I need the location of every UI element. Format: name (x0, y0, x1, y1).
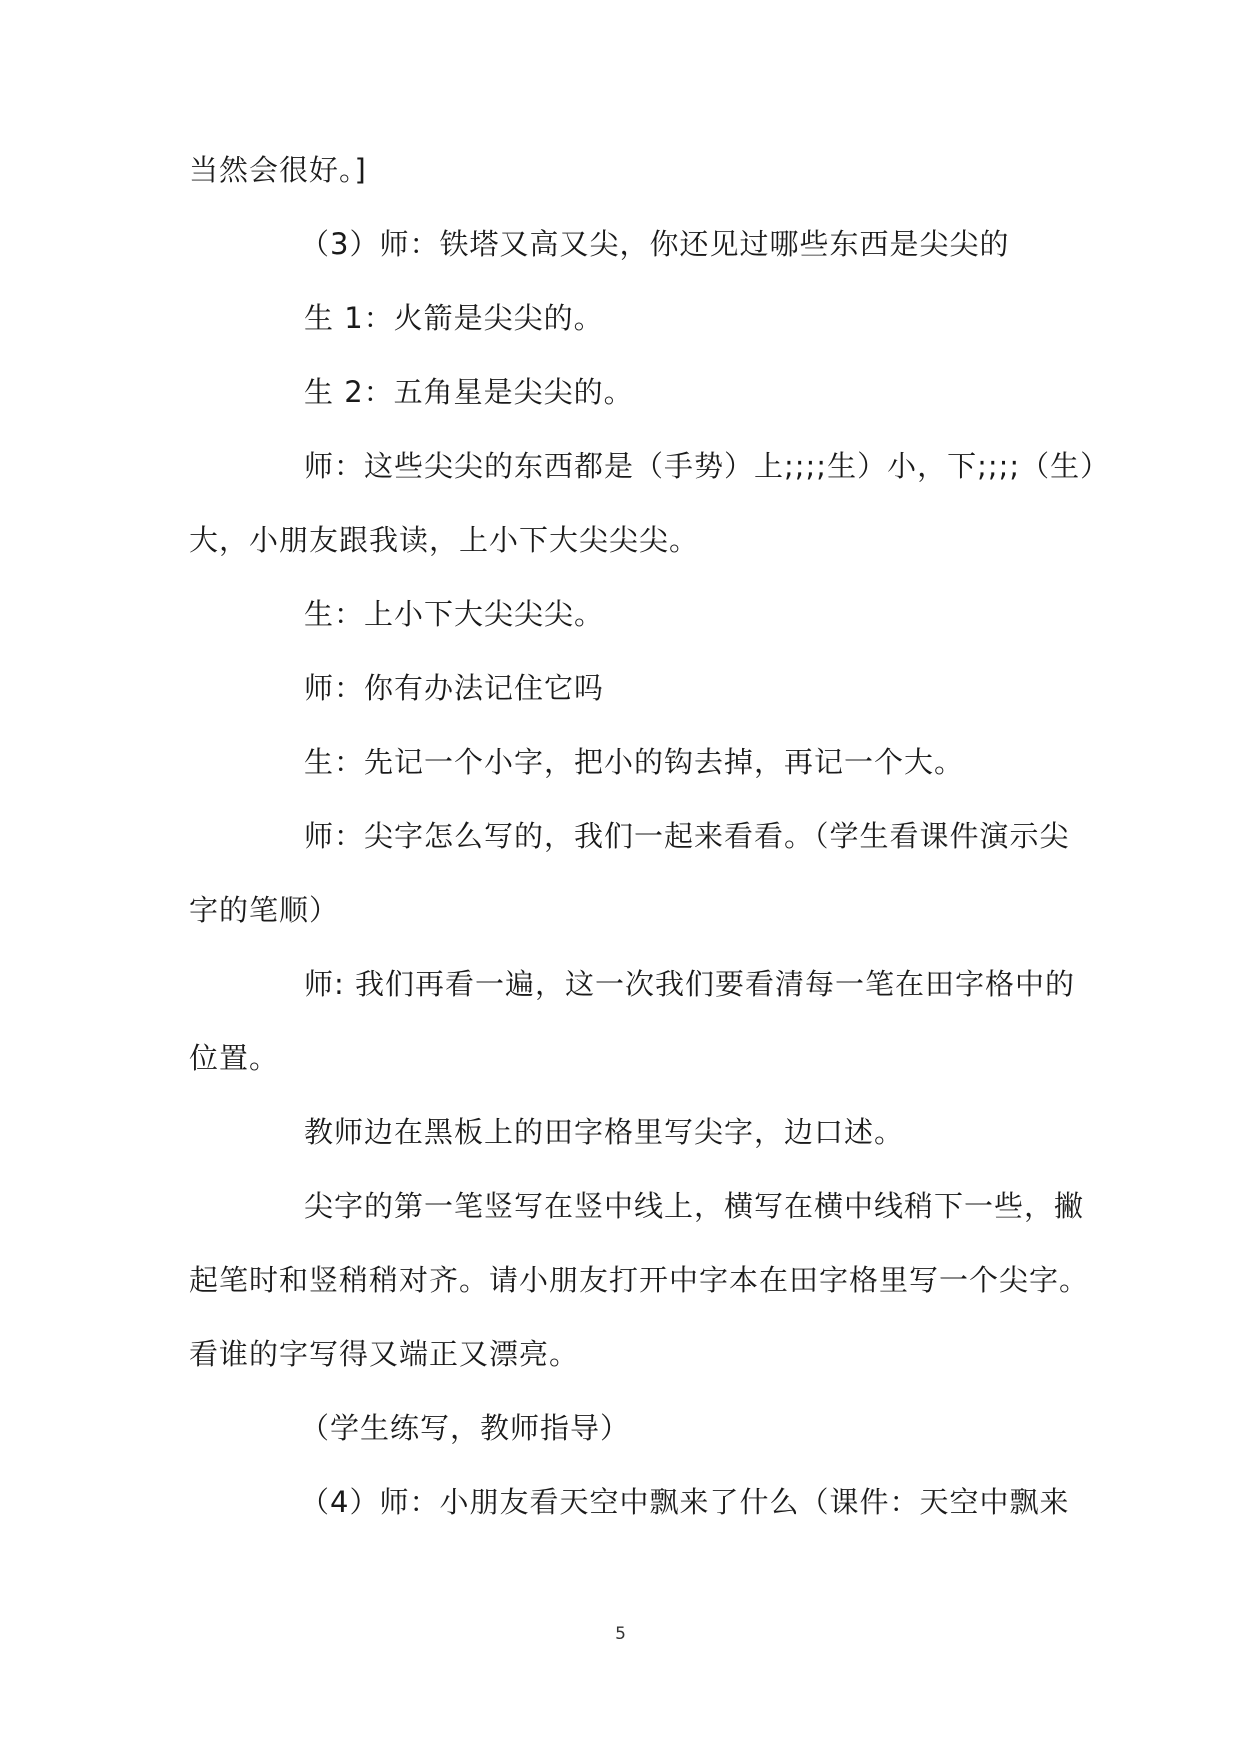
text-line: 生：上小下大尖尖尖。 (304, 597, 605, 631)
text-line: 起笔时和竖稍稍对齐。请小朋友打开中字本在田字格里写一个尖字。 (189, 1263, 1090, 1297)
text-line: 字的笔顺） (189, 893, 340, 927)
text-line: 教师边在黑板上的田字格里写尖字，边口述。 (304, 1115, 905, 1149)
text-line: 师: 我们再看一遍，这一次我们要看清每一笔在田字格中的 (304, 967, 1075, 1001)
text-line: 大，小朋友跟我读，上小下大尖尖尖。 (189, 523, 700, 557)
text-line: （学生练写，教师指导） (300, 1411, 631, 1445)
text-line: 位置。 (189, 1041, 280, 1075)
text-line: 生 1：火箭是尖尖的。 (304, 301, 604, 335)
text-line: 看谁的字写得又端正又漂亮。 (189, 1337, 580, 1371)
text-line: 生：先记一个小字，把小的钩去掉，再记一个大。 (304, 745, 965, 779)
text-line: （4）师：小朋友看天空中飘来了什么（课件：天空中飘来 (300, 1485, 1070, 1519)
text-line: 师：这些尖尖的东西都是（手势）上;;;;生）小，下;;;;（生） (304, 449, 1111, 483)
text-line: 当然会很好。] (189, 153, 367, 187)
text-line: 尖字的第一笔竖写在竖中线上，横写在横中线稍下一些，撇 (304, 1189, 1085, 1223)
text-line: 师：你有办法记住它吗 (304, 671, 605, 705)
text-line: 生 2：五角星是尖尖的。 (304, 375, 634, 409)
text-line: 师：尖字怎么写的，我们一起来看看。（学生看课件演示尖 (304, 819, 1070, 853)
page-number: 5 (615, 1624, 626, 1644)
text-line: （3）师：铁塔又高又尖，你还见过哪些东西是尖尖的 (300, 227, 1010, 261)
